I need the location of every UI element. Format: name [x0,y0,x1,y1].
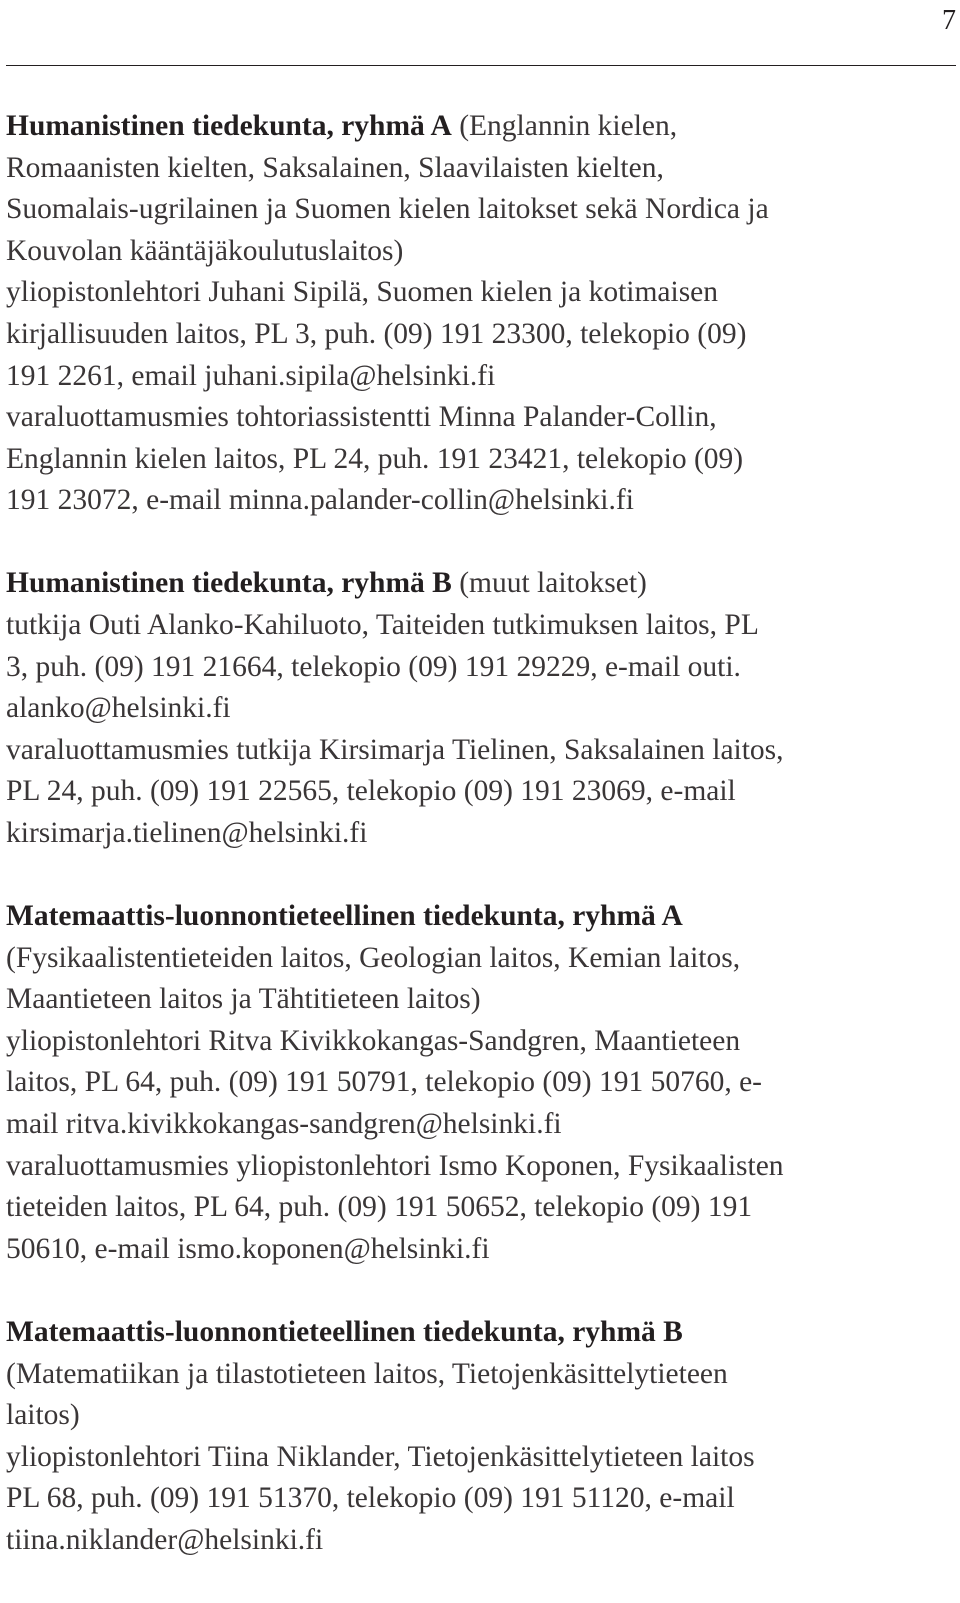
text-line: laitos) [6,1399,80,1432]
text-line: 191 2261, email juhani.sipila@helsinki.fi [6,359,496,392]
text-line: 191 23072, e-mail minna.palander-collin@helsinki.fi [6,484,634,517]
text-line: Kouvolan kääntäjäkoulutuslaitos) [6,234,404,267]
text-line: tieteiden laitos, PL 64, puh. (09) 191 50652, telekopio (09) 191 [6,1191,753,1224]
section-heading [6,106,954,148]
section-matemaattis-b [6,1312,954,1562]
section-title: Matemaattis-luonnontieteellinen tiedekunta, ryhmä B [6,1315,683,1348]
page-number: 7 [942,5,956,36]
header-rule [6,65,956,66]
text-line: varaluottamusmies yliopistonlehtori Ismo Koponen, Fysikaalisten [6,1149,784,1182]
text-line: (Matematiikan ja tilastotieteen laitos, Tietojenkäsittelytieteen [6,1357,728,1390]
text-line: kirjallisuuden laitos, PL 3, puh. (09) 191 23300, telekopio (09) [6,317,747,350]
text-line: Romaanisten kielten, Saksalainen, Slaavilaisten kielten, [6,151,664,184]
section-title: Matemaattis-luonnontieteellinen tiedekunta, ryhmä A [6,900,683,933]
text-line: 50610, e-mail ismo.koponen@helsinki.fi [6,1232,490,1265]
text-line: Suomalais-ugrilainen ja Suomen kielen laitokset sekä Nordica ja [6,193,769,226]
section-heading [6,563,954,605]
section-matemaattis-a [6,896,954,1270]
section-title: Humanistinen tiedekunta, ryhmä A [6,110,452,142]
text-line: laitos, PL 64, puh. (09) 191 50791, telekopio (09) 191 50760, e- [6,1066,762,1099]
text-line: mail ritva.kivikkokangas-sandgren@helsinki.fi [6,1108,562,1141]
text-line: varaluottamusmies tohtoriassistentti Minna Palander-Collin, [6,401,717,434]
section-humanistinen-b [6,563,954,854]
text-line: kirsimarja.tielinen@helsinki.fi [6,817,368,849]
section-humanistinen-a [6,106,954,522]
text-line: tiina.niklander@helsinki.fi [6,1523,324,1556]
text-line: tutkija Outi Alanko-Kahiluoto, Taiteiden tutkimuksen laitos, PL [6,609,759,642]
text-line: Maantieteen laitos ja Tähtitieteen laitos) [6,983,481,1016]
text-line: yliopistonlehtori Juhani Sipilä, Suomen kielen ja kotimaisen [6,276,719,309]
text-line: 3, puh. (09) 191 21664, telekopio (09) 191 29229, e-mail outi. [6,650,741,683]
text-line: yliopistonlehtori Tiina Niklander, Tietojenkäsittelytieteen laitos [6,1440,755,1473]
text-line: Englannin kielen laitos, PL 24, puh. 191 23421, telekopio (09) [6,442,744,475]
section-title: Humanistinen tiedekunta, ryhmä B [6,567,452,600]
text-line: (Fysikaalistentieteiden laitos, Geologian laitos, Kemian laitos, [6,941,741,974]
section-title-note: (Englannin kielen, [451,110,678,142]
text-line: PL 68, puh. (09) 191 51370, telekopio (09) 191 51120, e-mail [6,1482,735,1515]
text-line: varaluottamusmies tutkija Kirsimarja Tielinen, Saksalainen laitos, [6,733,784,766]
document-body [6,106,954,1603]
text-line: yliopistonlehtori Ritva Kivikkokangas-Sandgren, Maantieteen [6,1024,741,1057]
section-heading [6,1312,954,1354]
section-heading [6,896,954,938]
text-line: alanko@helsinki.fi [6,692,231,725]
section-title-note: (muut laitokset) [451,567,647,600]
text-line: PL 24, puh. (09) 191 22565, telekopio (09) 191 23069, e-mail [6,775,736,808]
